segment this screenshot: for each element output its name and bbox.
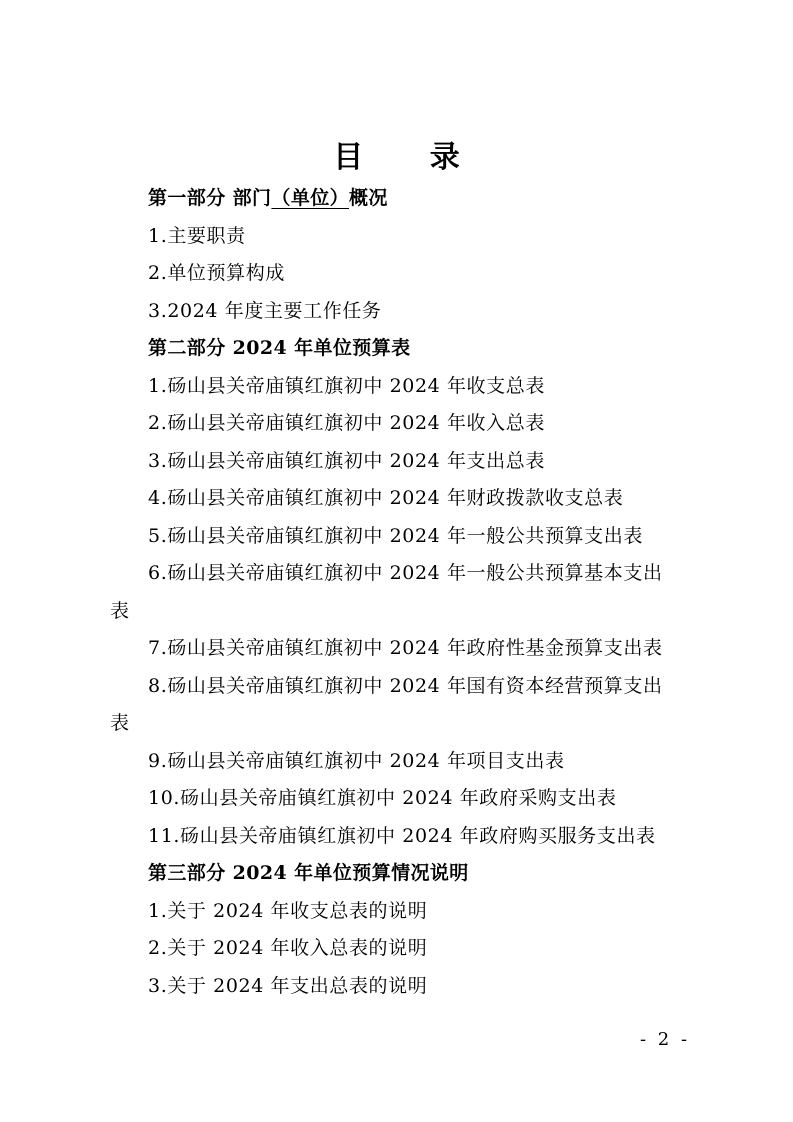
part-one-suffix: 概况 xyxy=(349,187,388,209)
part-one-heading xyxy=(110,180,710,218)
toc-title: 目 录 xyxy=(333,140,488,175)
toc-item: 5.砀山县关帝庙镇红旗初中 2024 年一般公共预算支出表 xyxy=(148,524,643,547)
toc-item: 3.砀山县关帝庙镇红旗初中 2024 年支出总表 xyxy=(148,449,545,472)
part-two-heading: 第二部分 2024 年单位预算表 xyxy=(148,337,411,359)
toc-item: 10.砀山县关帝庙镇红旗初中 2024 年政府采购支出表 xyxy=(148,787,617,809)
toc-item: 2.砀山县关帝庙镇红旗初中 2024 年收入总表 xyxy=(148,412,545,434)
toc-item-continuation: 表 xyxy=(110,712,130,734)
toc-item: 7.砀山县关帝庙镇红旗初中 2024 年政府性基金预算支出表 xyxy=(148,637,663,659)
page-number: - 2 - xyxy=(640,1029,691,1050)
toc-item: 4.砀山县关帝庙镇红旗初中 2024 年财政拨款收支总表 xyxy=(148,487,624,509)
part-three-heading: 第三部分 2024 年单位预算情况说明 xyxy=(148,862,469,884)
toc-item: 11.砀山县关帝庙镇红旗初中 2024 年政府购买服务支出表 xyxy=(148,824,656,847)
toc-item: 3.关于 2024 年支出总表的说明 xyxy=(148,974,428,997)
table-of-contents xyxy=(110,180,710,1005)
toc-item: 2.关于 2024 年收入总表的说明 xyxy=(148,937,428,959)
toc-item-continuation: 表 xyxy=(110,599,130,622)
toc-item: 9.砀山县关帝庙镇红旗初中 2024 年项目支出表 xyxy=(148,749,565,772)
toc-item: 2.单位预算构成 xyxy=(148,262,285,284)
toc-item: 1.主要职责 xyxy=(148,224,246,247)
toc-item: 1.砀山县关帝庙镇红旗初中 2024 年收支总表 xyxy=(148,374,545,397)
part-one-prefix: 第一部分 部门 xyxy=(148,187,272,209)
toc-item: 1.关于 2024 年收支总表的说明 xyxy=(148,899,428,922)
toc-item: 3.2024 年度主要工作任务 xyxy=(148,299,382,322)
part-one-underlined: （单位） xyxy=(271,187,350,209)
toc-item: 8.砀山县关帝庙镇红旗初中 2024 年国有资本经营预算支出 xyxy=(148,674,663,697)
toc-item: 6.砀山县关帝庙镇红旗初中 2024 年一般公共预算基本支出 xyxy=(148,562,663,584)
